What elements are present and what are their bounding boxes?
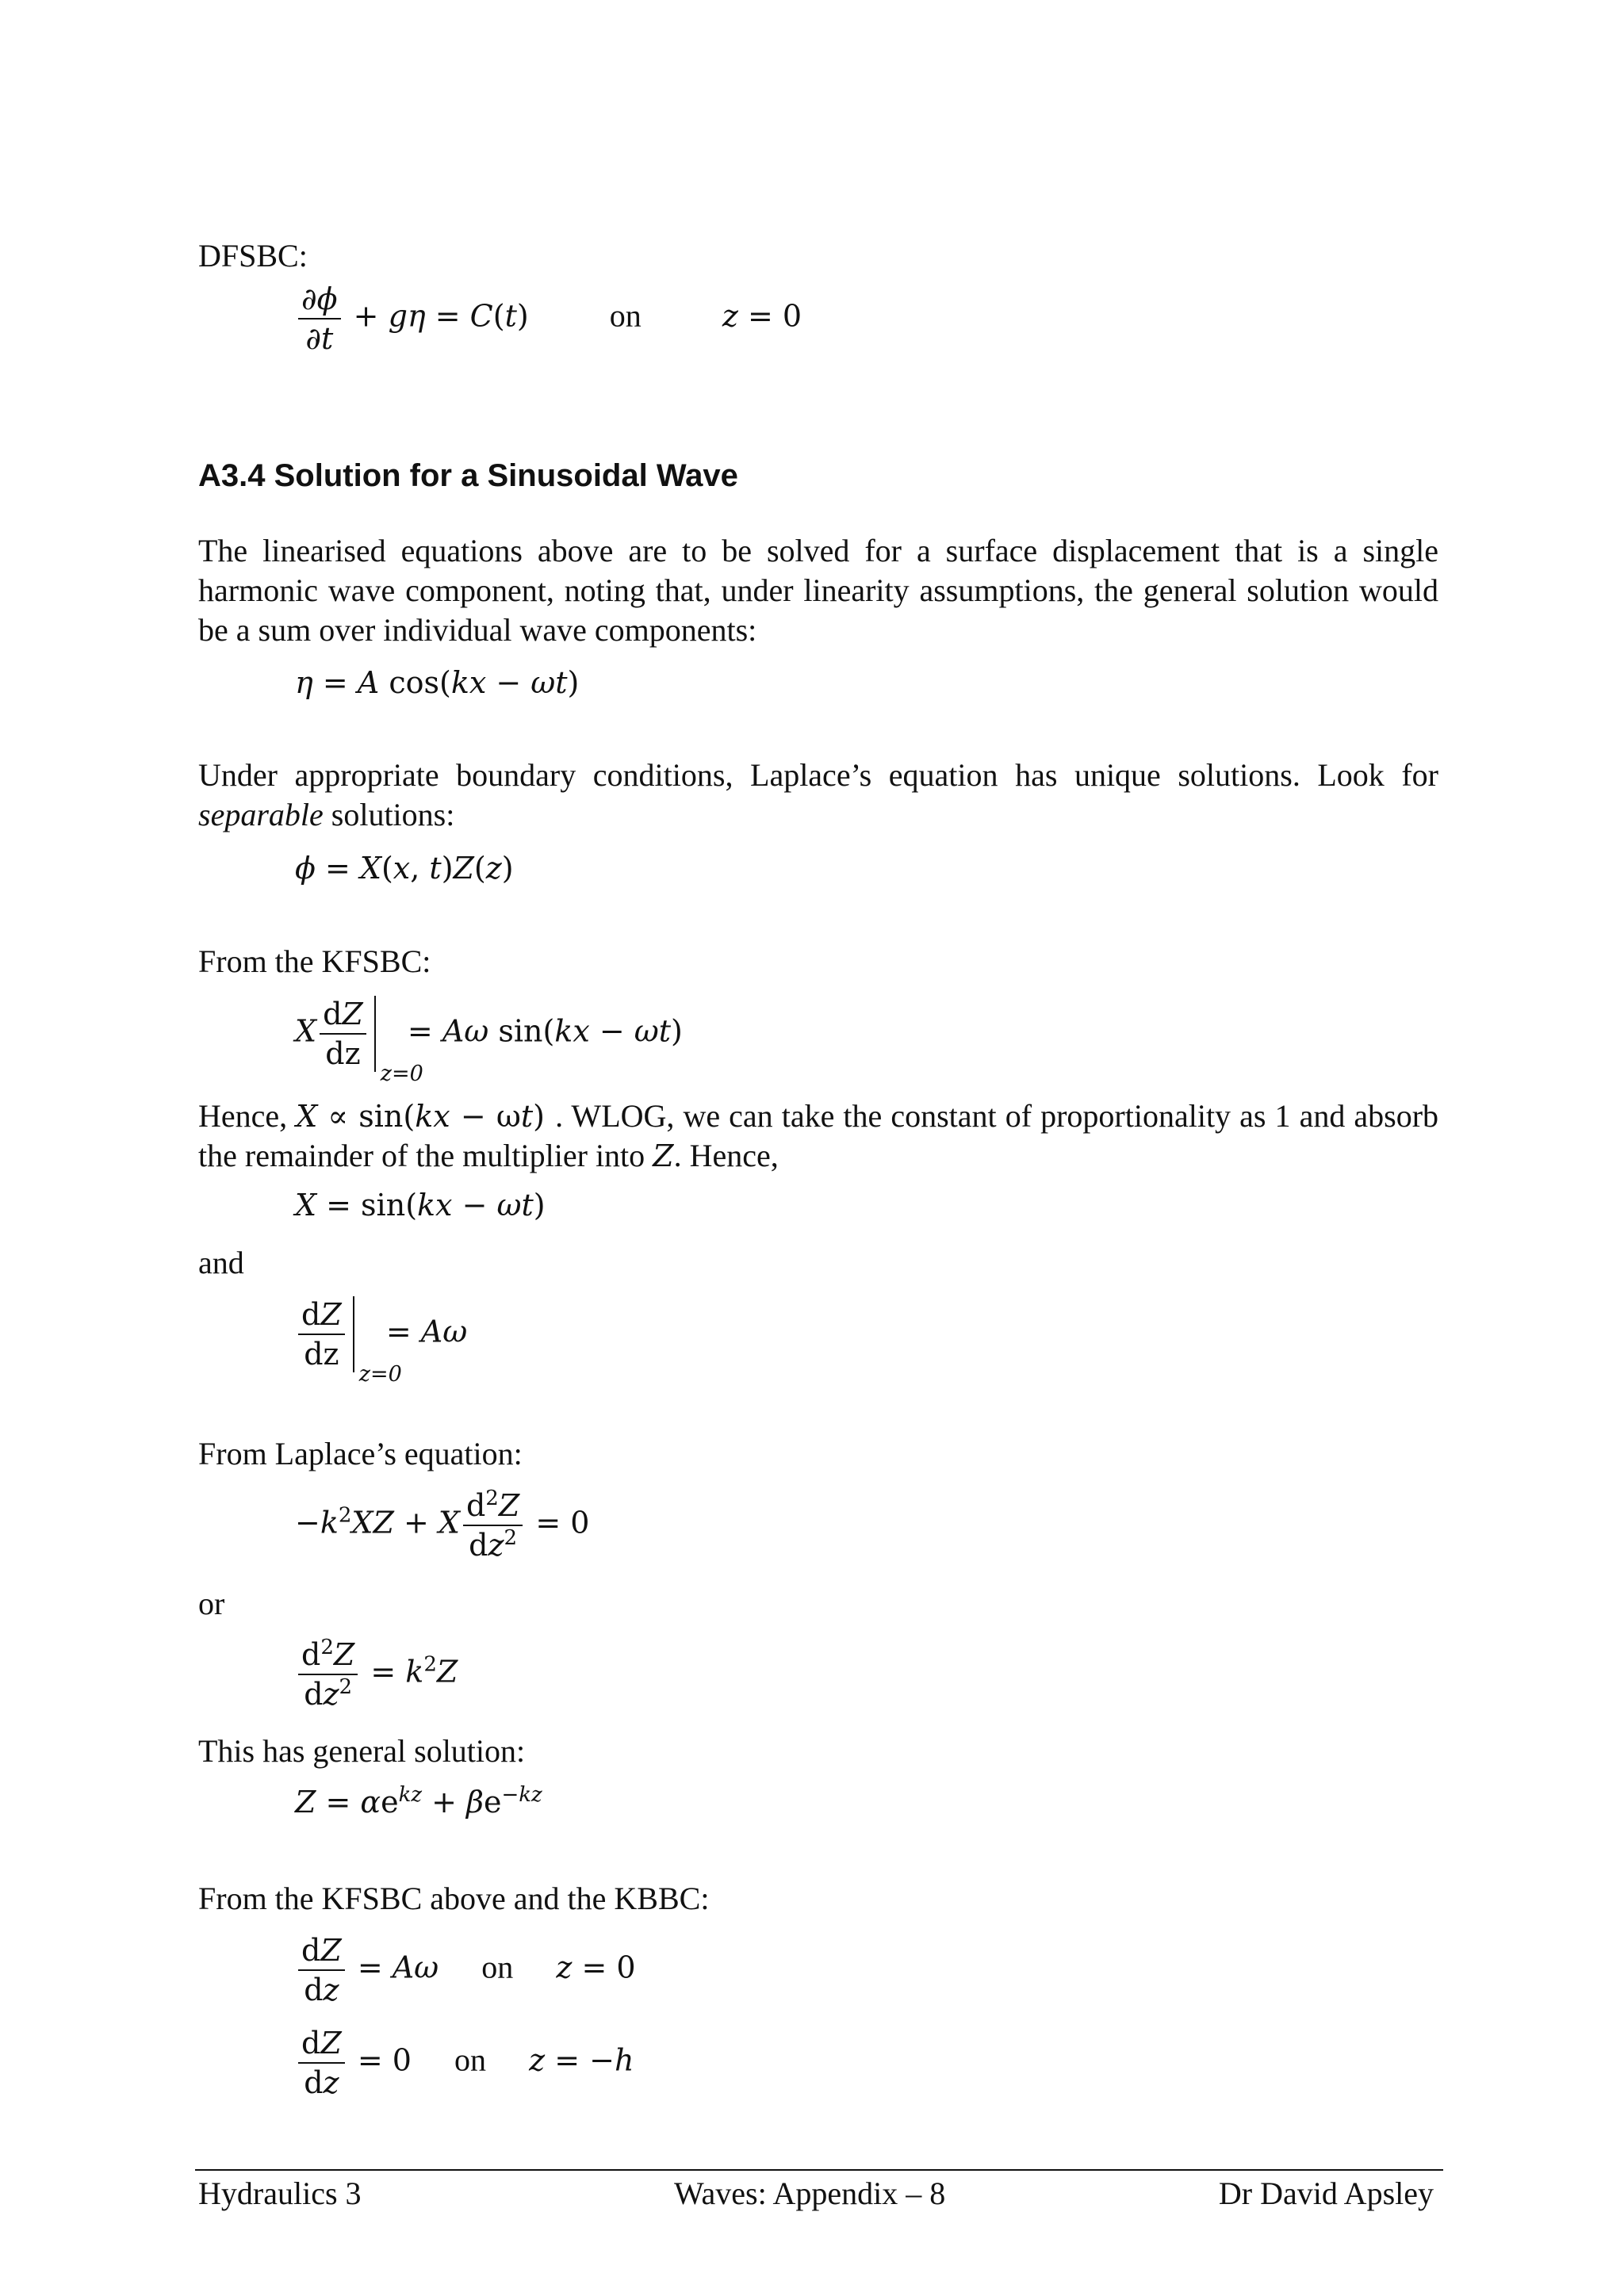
equation-phi: ϕ = X(x, t)Z(z) bbox=[295, 851, 514, 886]
label-from-kfsbc-kbbc: From the KFSBC above and the KBBC: bbox=[198, 1881, 710, 1916]
label-general-solution: This has general solution: bbox=[198, 1733, 526, 1769]
footer-center: Waves: Appendix – 8 bbox=[674, 2175, 946, 2211]
footer-left: Hydraulics 3 bbox=[198, 2175, 362, 2211]
footer-right: Dr David Apsley bbox=[1218, 2175, 1434, 2211]
word-on: on bbox=[481, 1949, 514, 1985]
paragraph-separable bbox=[198, 756, 1438, 835]
label-and: and bbox=[198, 1245, 244, 1280]
label-or: or bbox=[198, 1586, 225, 1621]
paragraph-hence-b: . WLOG, we can take the constant of proportionality as 1 and absorb the remainder of the multiplier into bbox=[198, 1098, 1439, 1173]
equation-laplace: $-k^2XZ + X$ $\frac{d^2Z}{dz^2}$ = 0 bbox=[295, 1487, 590, 1563]
equation-ode: $\frac{d^2Z}{dz^2}$ = $k^2Z$ bbox=[295, 1637, 458, 1712]
word-on: on bbox=[609, 297, 642, 334]
equation-bc-bottom: $\frac{dZ}{dz}$ = 0 on z = −h bbox=[295, 2026, 634, 2100]
word-on: on bbox=[454, 2042, 486, 2078]
equation-bc-surface: $\frac{dZ}{dz}$ = Aω on z = 0 bbox=[295, 1933, 636, 2007]
paragraph-separable-end: solutions: bbox=[323, 797, 455, 832]
section-heading: A3.4 Solution for a Sinusoidal Wave bbox=[198, 458, 738, 493]
equation-dfsbc: $\frac{\partial\phi}{\partial t}$ + gη = C(t) on z = 0 bbox=[295, 281, 802, 356]
equation-x: X = sin(kx − ωt) bbox=[295, 1188, 546, 1223]
equation-general-solution: $Z = \alpha e^{kz} + \beta e^{-kz}$ bbox=[295, 1783, 542, 1820]
paragraph-harmonic: The linearised equations above are to be solved for a surface displacement that is a single harmonic wave component, noting that, under linearity assumptions, the general solution would be a sum over individual wave components: bbox=[198, 533, 1438, 648]
equation-dz-bc: $\frac{dZ}{dz}$ z=0 = Aω bbox=[295, 1296, 467, 1372]
label-dfsbc: DFSBC: bbox=[198, 238, 308, 274]
paragraph-hence-c: . Hence, bbox=[673, 1138, 779, 1173]
label-from-laplace: From Laplace’s equation: bbox=[198, 1436, 523, 1471]
equation-eta: η = A cos(kx − ωt) bbox=[295, 665, 580, 700]
paragraph-hence: Hence, X ∝ sin(kx − ωt) . WLOG, we can take the constant of proportionality as 1 and absorb the remainder of the multiplier into Z. Hence, bbox=[198, 1098, 1439, 1173]
paragraph-hence-a: Hence, bbox=[198, 1098, 297, 1134]
footer-rule bbox=[195, 2169, 1443, 2171]
equation-kfsbc: X $\frac{dZ}{dz}$ z=0 = Aω sin(kx − ωt) bbox=[295, 997, 683, 1086]
paragraph-separable-start: Under appropriate boundary conditions, Laplace’s equation has unique solutions. Look for bbox=[198, 757, 1438, 793]
label-from-kfsbc: From the KFSBC: bbox=[198, 943, 431, 979]
paragraph-separable-em: separable bbox=[198, 797, 324, 832]
